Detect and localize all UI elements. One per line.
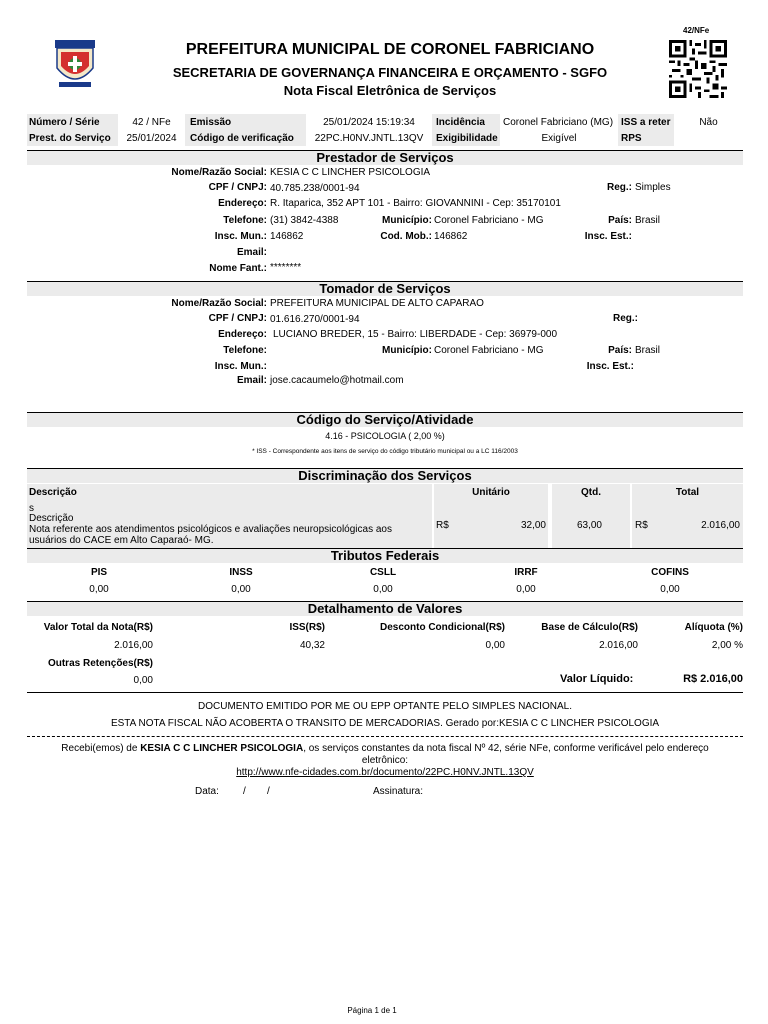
- assinatura-label: Assinatura:: [373, 786, 424, 797]
- codigo-verificacao-label: Código de verificação: [190, 133, 294, 144]
- col-qtd-header: Qtd.: [581, 487, 601, 498]
- tomador-section-title: Tomador de Serviços: [319, 281, 451, 296]
- valor-total: 2.016,00: [114, 640, 153, 651]
- servico-section-title: Código do Serviço/Atividade: [296, 412, 474, 427]
- codigo-verificacao-value: 22PC.H0NV.JNTL.13QV: [314, 133, 424, 144]
- prestador-pais: Brasil: [635, 215, 661, 226]
- cut-line: [27, 736, 743, 737]
- receipt-prefix: Recebi(emos) de: [61, 743, 141, 754]
- tributo-pis-label: PIS: [90, 567, 108, 578]
- tributo-inss-value: 0,00: [231, 584, 251, 595]
- document-reference: 42/NFe: [683, 26, 710, 35]
- prestador-endereco: R. Itaparica, 352 APT 101 - Bairro: GIOVANNINI - Cep: 35170101: [270, 198, 561, 209]
- prestador-reg-label: Reg.:: [607, 182, 632, 193]
- tributo-pis-value: 0,00: [89, 584, 109, 595]
- receipt-text: [27, 743, 743, 754]
- qtd-value: 63,00: [576, 520, 602, 531]
- unit-currency: R$: [436, 520, 449, 531]
- receipt-text-line2: eletrônico:: [361, 755, 409, 766]
- date-slash-1: /: [243, 786, 246, 797]
- tomador-email: jose.cacaumelo@hotmail.com: [270, 375, 404, 386]
- prestador-cod-mob-label: Cod. Mob.:: [380, 231, 432, 242]
- tributo-inss-label: INSS: [229, 567, 253, 578]
- tomador-insc-est-label: Insc. Est.:: [586, 361, 634, 372]
- tomador-nome-label: Nome/Razão Social:: [171, 298, 267, 309]
- tomador-pais-label: País:: [608, 345, 632, 356]
- prestador-telefone: (31) 3842-4388: [270, 215, 339, 226]
- iss-reter-value: Não: [699, 117, 718, 128]
- tomador-endereco-label: Endereço:: [218, 329, 267, 340]
- prestador-cod-mob: 146862: [434, 231, 468, 242]
- servico-code: 4.16 - PSICOLOGIA ( 2,00 %): [325, 431, 445, 441]
- receipt-company: KESIA C C LINCHER PSICOLOGIA: [140, 743, 304, 754]
- prestador-pais-label: País:: [608, 215, 632, 226]
- page-number: Página 1 de 1: [347, 1006, 397, 1015]
- prestador-municipio: Coronel Fabriciano - MG: [434, 215, 544, 226]
- date-slash-2: /: [267, 786, 270, 797]
- tomador-municipio-label: Município:: [382, 345, 432, 356]
- title-prefeitura: PREFEITURA MUNICIPAL DE CORONEL FABRICIANO: [185, 41, 595, 58]
- tributo-csll-value: 0,00: [373, 584, 393, 595]
- prest-servico-label: Prest. do Serviço: [29, 133, 111, 144]
- aliquota-value: 2,00 %: [711, 640, 743, 651]
- tomador-insc-mun-label: Insc. Mun.:: [214, 361, 267, 372]
- tributo-irrf-label: IRRF: [514, 567, 538, 578]
- tributo-cofins-value: 0,00: [660, 584, 680, 595]
- incidencia-label: Incidência: [436, 117, 485, 128]
- discriminacao-line-3: Nota referente aos atendimentos psicológicos e avaliações neuropsicológicas aos: [29, 524, 392, 535]
- title-nota-fiscal: Nota Fiscal Eletrônica de Serviços: [283, 83, 497, 98]
- rps-label: RPS: [621, 133, 642, 144]
- footer-mercadorias: ESTA NOTA FISCAL NÃO ACOBERTA O TRANSITO DE MERCADORIAS. Gerado por:KESIA C C LINCHER PSICOLOGIA: [110, 718, 660, 729]
- total-currency: R$: [635, 520, 648, 531]
- col-descricao-header: Descrição: [29, 487, 77, 498]
- prestador-telefone-label: Telefone:: [223, 215, 267, 226]
- discriminacao-line-2: Descrição: [29, 513, 74, 524]
- tributos-section-title: Tributos Federais: [330, 548, 440, 563]
- base-calculo-value: 2.016,00: [599, 640, 638, 651]
- discriminacao-line-1: s: [29, 503, 34, 514]
- prestador-nome-fantasia-label: Nome Fant.:: [209, 263, 267, 274]
- tributo-cofins-label: COFINS: [651, 567, 689, 578]
- divider: [27, 692, 743, 693]
- prestador-section-title: Prestador de Serviços: [316, 150, 454, 165]
- prestador-endereco-label: Endereço:: [218, 198, 267, 209]
- valor-liquido-value: R$ 2.016,00: [683, 673, 743, 685]
- tomador-endereco: LUCIANO BREDER, 15 - Bairro: LIBERDADE - Cep: 36979-000: [273, 329, 557, 340]
- outras-retencoes-label: Outras Retenções(R$): [47, 658, 153, 669]
- municipal-coat-of-arms: [53, 38, 97, 90]
- prestador-insc-mun: 146862: [270, 231, 304, 242]
- prestador-insc-mun-label: Insc. Mun.:: [214, 231, 267, 242]
- prestador-cpf-label: CPF / CNPJ:: [208, 182, 267, 193]
- valor-total-label: Valor Total da Nota(R$): [43, 622, 153, 633]
- tomador-cpf-label: CPF / CNPJ:: [208, 313, 267, 324]
- tomador-cpf: 01.616.270/0001-94: [270, 314, 360, 325]
- numero-value: 42 / NFe: [132, 117, 171, 128]
- valores-section-title: Detalhamento de Valores: [307, 601, 463, 616]
- footer-simples-nacional: DOCUMENTO EMITIDO POR ME OU EPP OPTANTE PELO SIMPLES NACIONAL.: [198, 701, 572, 712]
- discriminacao-section-title: Discriminação dos Serviços: [298, 468, 472, 483]
- servico-note: * ISS - Correspondente aos itens de serviço do código tributário municipal ou a LC 116/2003: [252, 448, 518, 455]
- aliquota-label: Alíquota (%): [684, 622, 743, 633]
- iss-label: ISS(R$): [289, 622, 325, 633]
- col-total-header: Total: [675, 487, 700, 498]
- verification-link-row: [27, 767, 743, 778]
- tomador-nome: PREFEITURA MUNICIPAL DE ALTO CAPARAO: [270, 298, 484, 309]
- valor-liquido-label: Valor Líquido:: [560, 673, 634, 685]
- base-calculo-label: Base de Cálculo(R$): [541, 622, 638, 633]
- tomador-telefone-label: Telefone:: [223, 345, 267, 356]
- prestador-nome-label: Nome/Razão Social:: [171, 167, 267, 178]
- col-unitario-header: Unitário: [472, 487, 510, 498]
- discriminacao-line-4: usuários do CACE em Alto Caparaó- MG.: [29, 535, 214, 546]
- qr-code: [668, 40, 728, 98]
- prestador-email-label: Email:: [236, 247, 267, 258]
- prestador-cpf: 40.785.238/0001-94: [270, 183, 360, 194]
- desconto-label: Desconto Condicional(R$): [379, 622, 505, 633]
- incidencia-value: Coronel Fabriciano (MG): [503, 117, 614, 128]
- verification-url[interactable]: http://www.nfe-cidades.com.br/documento/22PC.H0NV.JNTL.13QV: [236, 767, 534, 778]
- tributo-csll-label: CSLL: [369, 567, 397, 578]
- receipt-suffix: , os serviços constantes da nota fiscal Nº 42, série NFe, conforme verificável pelo endereço: [303, 743, 709, 754]
- data-label: Data:: [195, 786, 219, 797]
- exigibilidade-value: Exigível: [541, 133, 577, 144]
- prestador-reg: Simples: [635, 182, 671, 193]
- prestador-nome: KESIA C C LINCHER PSICOLOGIA: [270, 167, 431, 178]
- title-secretaria: SECRETARIA DE GOVERNANÇA FINANCEIRA E ORÇAMENTO - SGFO: [172, 65, 608, 80]
- iss-value: 40,32: [299, 640, 325, 651]
- iss-reter-label: ISS a reter: [621, 117, 671, 128]
- prestador-insc-est-label: Insc. Est.:: [584, 231, 632, 242]
- prest-servico-value: 25/01/2024: [126, 133, 177, 144]
- tomador-email-label: Email:: [236, 375, 267, 386]
- tributo-irrf-value: 0,00: [516, 584, 536, 595]
- tomador-reg-label: Reg.:: [613, 313, 638, 324]
- emissao-label: Emissão: [190, 117, 232, 128]
- numero-label: Número / Série: [29, 117, 100, 128]
- desconto-value: 0,00: [485, 640, 505, 651]
- exigibilidade-label: Exigibilidade: [436, 133, 498, 144]
- tomador-municipio: Coronel Fabriciano - MG: [434, 345, 544, 356]
- emissao-value: 25/01/2024 15:19:34: [323, 117, 415, 128]
- unit-value: 32,00: [520, 520, 546, 531]
- prestador-municipio-label: Município:: [382, 215, 432, 226]
- prestador-nome-fantasia: ********: [270, 262, 302, 273]
- tomador-pais: Brasil: [635, 345, 661, 356]
- total-value: 2.016,00: [701, 520, 740, 531]
- outras-retencoes-value: 0,00: [133, 675, 153, 686]
